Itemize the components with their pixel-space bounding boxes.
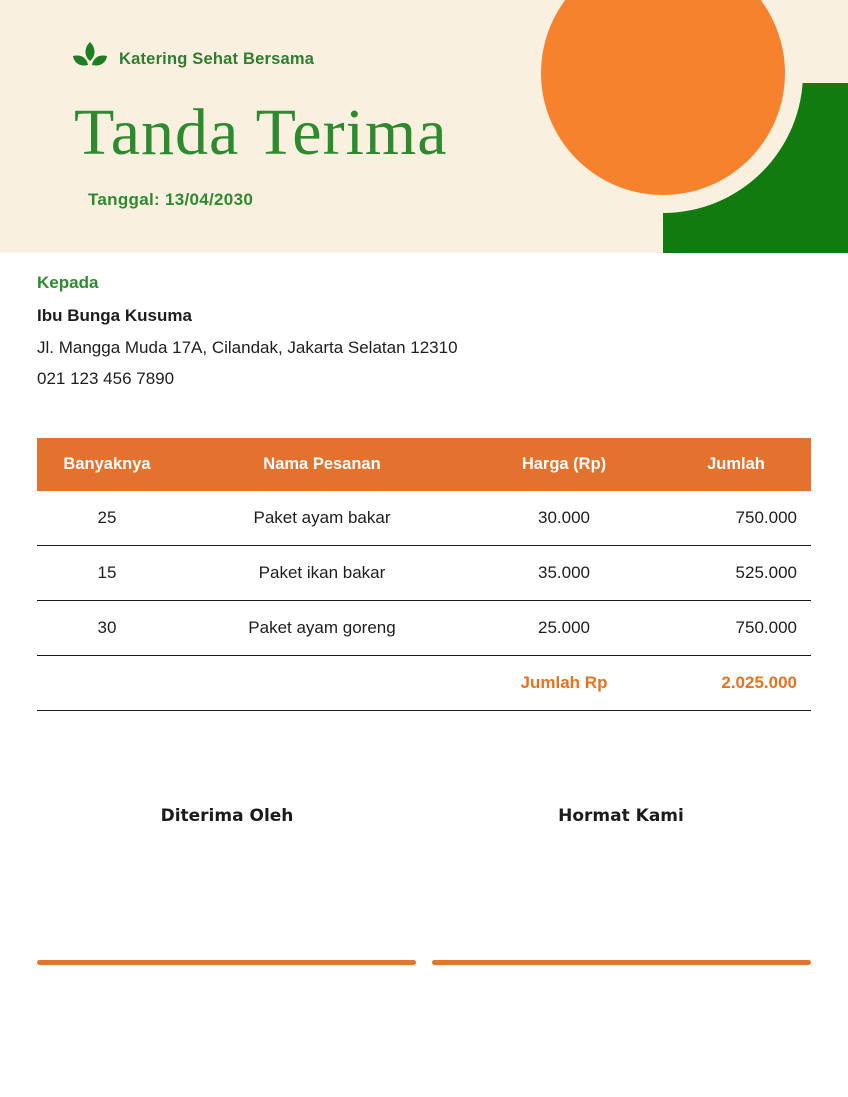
cell-qty: 25 xyxy=(97,508,117,527)
brand-row xyxy=(70,40,314,78)
column-header-amount: Jumlah xyxy=(707,455,765,473)
regards-signature-line xyxy=(432,960,811,965)
regards-label: Hormat Kami xyxy=(558,806,684,826)
brand-name: Katering Sehat Bersama xyxy=(119,49,315,68)
table-header-row xyxy=(37,438,811,491)
received-by-signature-line xyxy=(37,960,416,965)
document-date: Tanggal: 13/04/2030 xyxy=(88,190,254,209)
cell-qty: 30 xyxy=(97,618,117,637)
table-row xyxy=(37,601,811,656)
cell-amount: 750.000 xyxy=(735,618,797,637)
total-label: Jumlah Rp xyxy=(520,673,608,692)
recipient-heading: Kepada xyxy=(37,273,99,292)
total-value: 2.025.000 xyxy=(721,673,797,692)
order-table xyxy=(37,438,811,711)
cell-item: Paket ikan bakar xyxy=(258,563,386,582)
cell-price: 35.000 xyxy=(538,563,590,582)
leaf-logo-icon xyxy=(70,40,110,78)
recipient-phone: 021 123 456 7890 xyxy=(37,369,175,388)
column-header-price: Harga (Rp) xyxy=(521,455,607,473)
cell-price: 30.000 xyxy=(538,508,590,527)
cell-item: Paket ayam bakar xyxy=(253,508,391,527)
header-band xyxy=(0,0,848,253)
recipient-name: Ibu Bunga Kusuma xyxy=(37,306,192,325)
recipient-address: Jl. Mangga Muda 17A, Cilandak, Jakarta Selatan 12310 xyxy=(37,338,458,357)
table-total-row xyxy=(37,656,811,711)
cell-amount: 750.000 xyxy=(735,508,797,527)
received-by-label: Diterima Oleh xyxy=(160,806,294,826)
page-title: Tanda Terima xyxy=(74,96,448,169)
table-row xyxy=(37,491,811,546)
recipient-block xyxy=(37,273,637,400)
cell-item: Paket ayam goreng xyxy=(248,618,396,637)
cell-price: 25.000 xyxy=(538,618,590,637)
table-row xyxy=(37,546,811,601)
cell-qty: 15 xyxy=(97,563,117,582)
column-header-item: Nama Pesanan xyxy=(263,455,381,473)
cell-amount: 525.000 xyxy=(735,563,797,582)
column-header-qty: Banyaknya xyxy=(63,455,151,473)
